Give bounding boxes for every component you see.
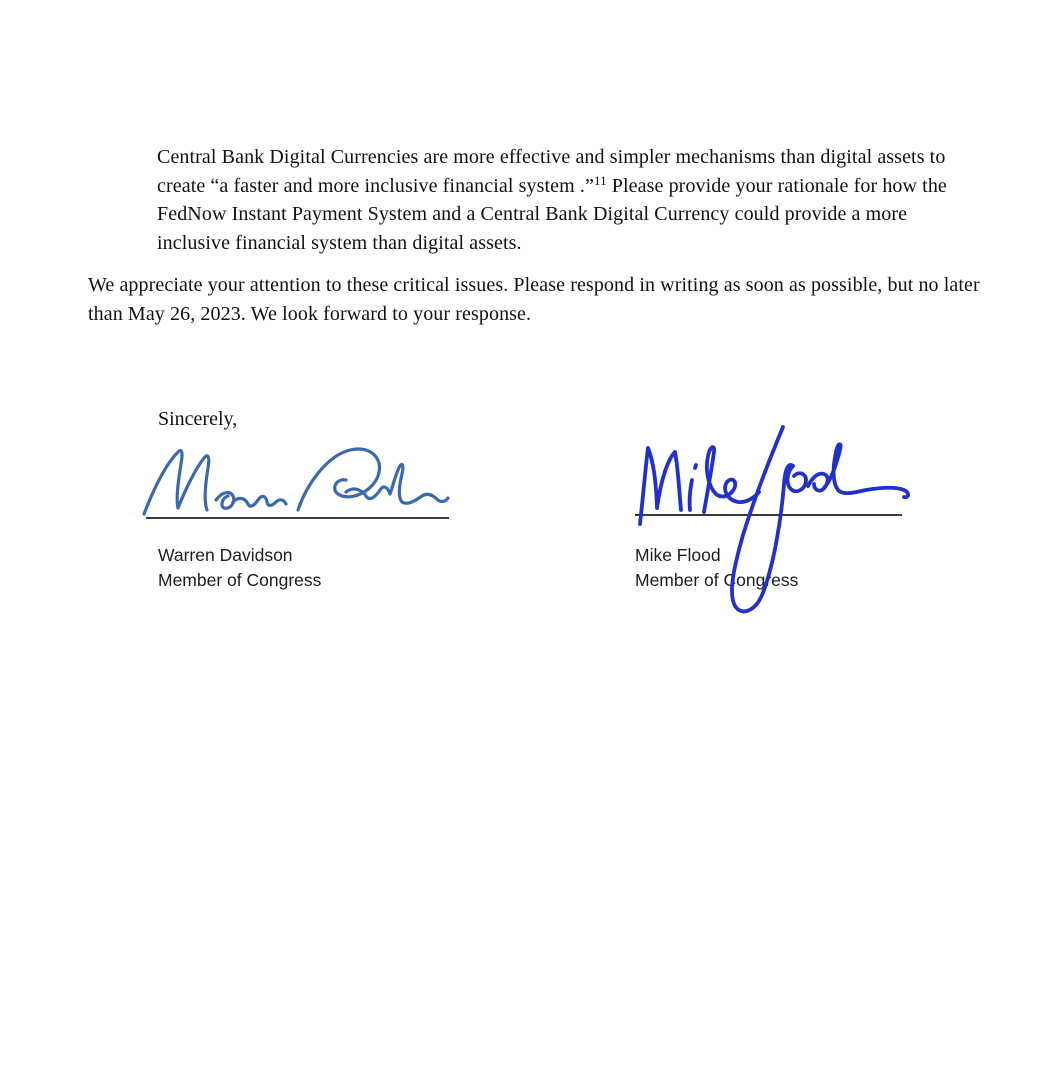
signer-title: Member of Congress — [635, 570, 799, 590]
closing-paragraph: We appreciate your attention to these critical issues. Please respond in writing as soon as possible, but no later than May 26, 2023. We look forward to your response. — [88, 274, 980, 325]
signature-line — [146, 517, 449, 519]
valediction: Sincerely, — [158, 408, 238, 430]
signer-name: Mike Flood — [635, 545, 721, 565]
warren-davidson-signature-block — [158, 543, 321, 593]
signature-line — [635, 514, 902, 516]
signature-ink — [144, 449, 448, 514]
quoted-question-continuation: Please provide your rationale for how the FedNow Instant Payment System and a Central Bank Digital Currency could provide a more inclusive financial system than digital assets. — [157, 174, 947, 254]
mike-flood-signature-block — [635, 543, 798, 593]
quoted-question-paragraph — [157, 143, 969, 257]
footnote-marker: 11 — [593, 172, 607, 188]
quoted-question-text: Central Bank Digital Currencies are more effective and simpler mechanisms than digital assets to create “a faster and more inclusive financial system .” — [157, 146, 946, 197]
signer-title: Member of Congress — [158, 570, 322, 590]
signer-name: Warren Davidson — [158, 545, 293, 565]
